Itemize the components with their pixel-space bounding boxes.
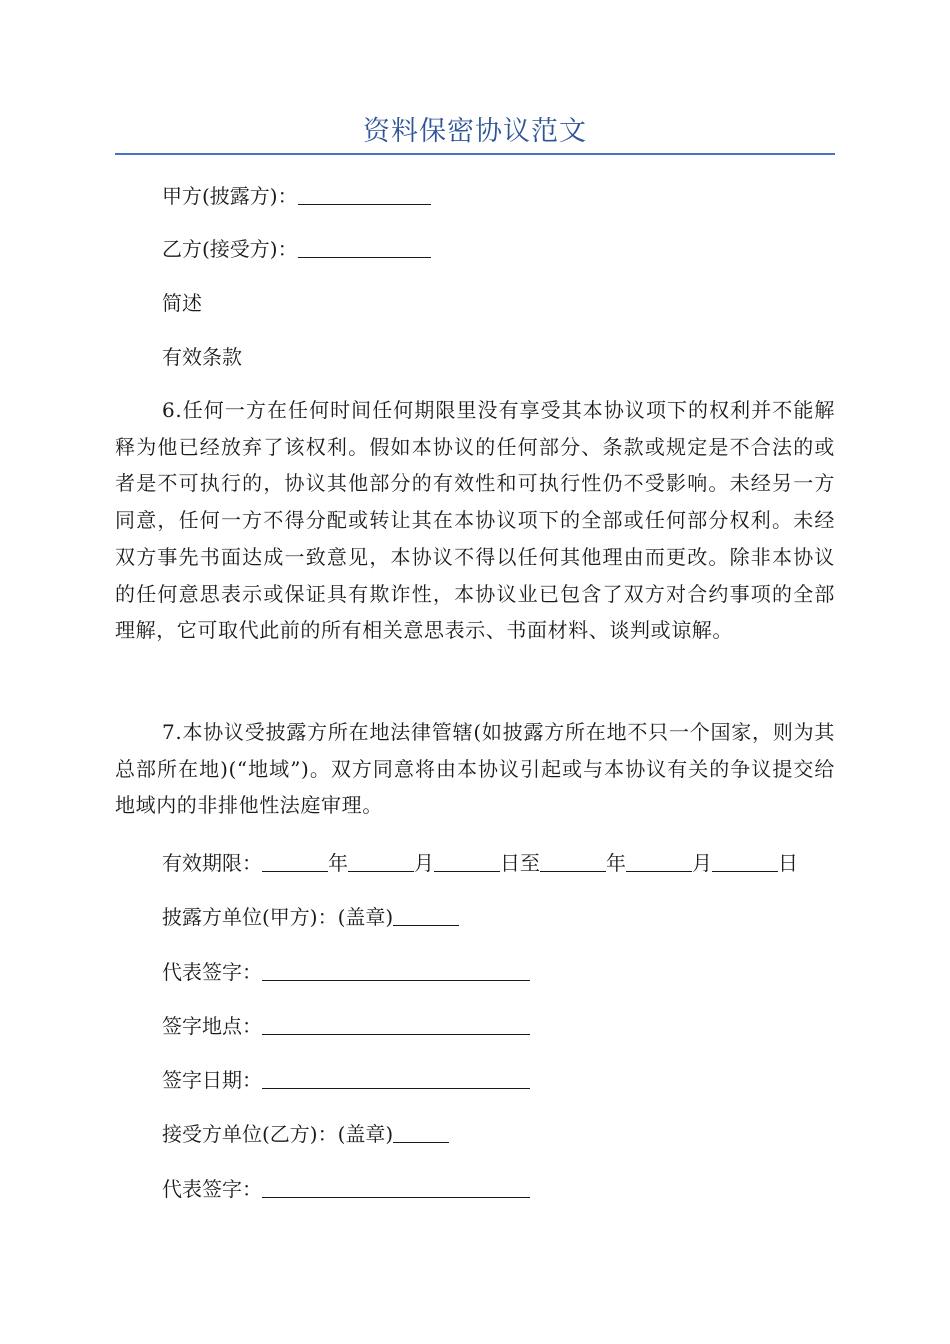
validity-month-1: 月 [414,851,434,875]
party-b-blank[interactable] [298,237,431,258]
sign-date-label: 签字日期： [162,1068,262,1092]
validity-day-1: 日至 [500,851,540,875]
validity-period-line [162,849,798,877]
summary-heading: 简述 [162,291,202,315]
rep-sign-1-line [162,958,530,986]
validity-start-day-blank[interactable] [434,851,500,872]
party-a-label: 甲方(披露方)： [162,184,298,208]
rep-sign-2-line [162,1175,530,1203]
discloser-unit-label: 披露方单位(甲方)：(盖章) [162,905,394,929]
validity-end-month-blank[interactable] [626,851,692,872]
receiver-unit-label: 接受方单位(乙方)：(盖章) [162,1122,394,1146]
receiver-unit-line [162,1120,449,1148]
discloser-unit-line [162,903,459,931]
title-underline [115,153,835,155]
sign-place-label: 签字地点： [162,1014,262,1038]
validity-year-2: 年 [606,851,626,875]
rep-sign-1-blank[interactable] [262,960,530,981]
validity-end-day-blank[interactable] [712,851,778,872]
sign-place-line [162,1012,530,1040]
validity-end-year-blank[interactable] [540,851,606,872]
rep-sign-2-blank[interactable] [262,1177,530,1198]
party-b-line [162,235,431,263]
validity-start-year-blank[interactable] [262,851,328,872]
rep-sign-1-label: 代表签字： [162,960,262,984]
clause-7-paragraph: 7.本协议受披露方所在地法律管辖(如披露方所在地不只一个国家，则为其总部所在地)(“地域”)。双方同意将由本协议引起或与本协议有关的争议提交给地域内的非排他性法庭审理。 [115,720,835,818]
validity-month-2: 月 [692,851,712,875]
rep-sign-2-label: 代表签字： [162,1177,262,1201]
document-title: 资料保密协议范文 [363,116,587,147]
party-b-label: 乙方(接受方)： [162,237,298,261]
party-a-blank[interactable] [298,184,431,205]
receiver-unit-blank[interactable] [393,1122,449,1143]
sign-date-line [162,1066,530,1094]
validity-label: 有效期限： [162,851,262,875]
validity-day-2: 日 [778,851,798,875]
sign-place-blank[interactable] [262,1014,530,1035]
validity-year-1: 年 [328,851,348,875]
sign-date-blank[interactable] [262,1068,530,1089]
discloser-unit-blank[interactable] [393,905,459,926]
party-a-line [162,182,431,210]
clause-6-paragraph: 6.任何一方在任何时间任何期限里没有享受其本协议项下的权利并不能解释为他已经放弃了该权利。假如本协议的任何部分、条款或规定是不合法的或者是不可执行的，协议其他部分的有效性和可执行性仍不受影响。未经另一方同意，任何一方不得分配或转让其在本协议项下的全部或任何部分权利。未经双方事先书面达成一致意见，本协议不得以任何其他理由而更改。除非本协议的任何意思表示或保证具有欺诈性，本协议业已包含了双方对合约事项的全部理解，它可取代此前的所有相关意思表示、书面材料、谈判或谅解。 [115,398,835,643]
valid-terms-heading: 有效条款 [162,345,242,369]
validity-start-month-blank[interactable] [348,851,414,872]
